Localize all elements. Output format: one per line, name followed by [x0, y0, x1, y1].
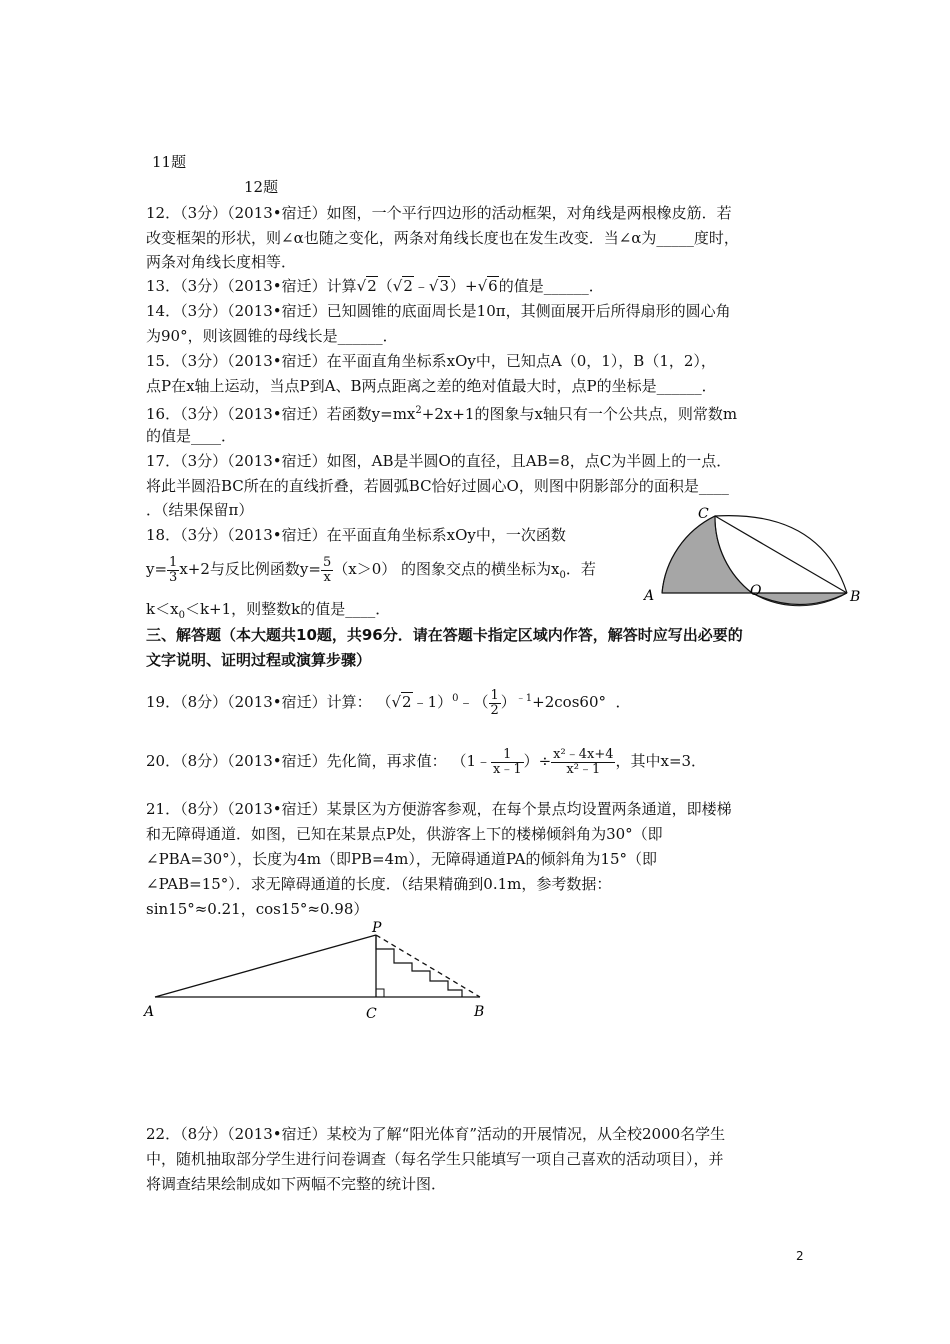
q20-frac1-den: x﹣1	[492, 761, 522, 777]
q13-open: （	[377, 277, 393, 295]
q14-line1: 14．（3分）（2013•宿迁）已知圆锥的底面周长是10π，其侧面展开后所得扇形的圆心角	[146, 302, 731, 320]
q18-l3-post: ＜k+1，则整数k的值是____．	[184, 600, 391, 618]
q21-line1: 21．（8分）（2013•宿迁）某景区为方便游客参观，在每个景点均设置两条通道，即楼梯	[146, 800, 732, 818]
q22-line1: 22．（8分）（2013•宿迁）某校为了解“阳光体育”活动的开展情况，从全校2000名学生	[146, 1125, 726, 1143]
q18-frac2	[321, 556, 333, 585]
q19-frac	[489, 689, 501, 718]
q13-r6: 6	[488, 277, 498, 295]
q21-label-c: C	[366, 1006, 377, 1022]
q19-exp0: 0	[452, 693, 459, 704]
q21-line2: 和无障碍通道．如图，已知在某景点P处，供游客上下的楼梯倾斜角为30°（即	[146, 825, 663, 843]
q18-frac1	[167, 556, 179, 585]
q21-figure	[140, 918, 490, 1022]
q22-line3: 将调查结果绘制成如下两幅不完整的统计图．	[146, 1175, 447, 1193]
q19-a: （	[376, 693, 392, 711]
q20-line	[146, 744, 706, 778]
q17-label-c: C	[698, 506, 709, 522]
sqrt-icon: √	[356, 277, 367, 295]
q17-label-a: A	[644, 588, 655, 604]
q19-r2: 2	[402, 693, 412, 711]
q18-end-pre: 的图象交点的横坐标为x	[401, 560, 560, 578]
q19-end: ．	[615, 693, 631, 711]
q18-f2-post: （x＞0）	[333, 560, 397, 578]
q13-close: ）+	[450, 277, 478, 295]
q13-r2: 2	[367, 277, 377, 295]
q20-pre: 20．（8分）（2013•宿迁）先化简，再求值：	[146, 752, 447, 770]
q16-sup: 2	[415, 405, 422, 416]
q14-line2: 为90°，则该圆锥的母线长是______．	[146, 327, 398, 345]
q19-pre: 19．（8分）（2013•宿迁）计算：	[146, 693, 372, 711]
q18-mid: 与反比例函数	[209, 560, 300, 578]
q18-frac2-den: x	[323, 569, 331, 585]
q17-label-b: B	[850, 589, 861, 605]
q13-minus: ﹣	[413, 277, 429, 295]
q20-b: ）÷	[523, 752, 552, 770]
q20-frac1	[491, 748, 524, 777]
q18-end-post: ．若	[565, 560, 596, 578]
q20-frac2	[551, 748, 615, 777]
q18-f1-post: x+2	[179, 560, 210, 578]
q18-end-sub: 0	[559, 570, 566, 581]
section3-heading-line1: 三、解答题（本大题共10题，共96分．请在答题卡指定区域内作答，解答时应写出必要的	[146, 626, 743, 644]
q17-line2: 将此半圆沿BC所在的直线折叠，若圆弧BC恰好过圆心O，则图中阴影部分的面积是____	[146, 477, 729, 495]
q17-label-o: O	[750, 583, 762, 599]
q17-line3: ．（结果保留π）	[146, 501, 254, 519]
q20-frac2-den: x²﹣1	[566, 761, 601, 777]
q21-ramp-pa	[155, 935, 376, 997]
q13-r3: 3	[439, 277, 450, 295]
q18-frac1-num: 1	[169, 554, 178, 570]
q13-post: 的值是______．	[498, 277, 604, 295]
fig12-caption: 12题	[244, 178, 279, 196]
q17-shaded-region	[662, 516, 752, 593]
sqrt-icon: √	[392, 277, 403, 295]
q20-post: ，其中x=3．	[615, 752, 707, 770]
q16-pre: 16．（3分）（2013•宿迁）若函数y=mx	[146, 405, 416, 423]
sqrt-icon: √	[391, 693, 402, 711]
sqrt-icon: √	[428, 277, 439, 295]
q19-line	[146, 684, 631, 718]
q17-line1: 17．（3分）（2013•宿迁）如图，AB是半圆O的直径，且AB=8，点C为半圆上的一点．	[146, 452, 732, 470]
q18-line2	[146, 554, 596, 591]
fig11-caption: 11题	[152, 153, 187, 171]
q19-e: +2cos60°	[532, 693, 606, 711]
q13-line	[146, 276, 604, 296]
q19-expm1: ﹣1	[515, 693, 533, 704]
q13-r2b: 2	[403, 277, 413, 295]
q15-line2: 点P在x轴上运动，当点P到A、B两点距离之差的绝对值最大时，点P的坐标是______．	[146, 377, 717, 395]
q19-frac-den: 2	[490, 702, 499, 718]
q18-f1-pre: y=	[146, 560, 168, 578]
q20-frac2-num: x²﹣4x+4	[553, 746, 614, 762]
q21-label-b: B	[474, 1004, 485, 1020]
q16-post: +2x+1的图象与x轴只有一个公共点，则常数m	[421, 405, 738, 423]
q16-line1	[146, 401, 737, 424]
q21-label-p: P	[372, 920, 382, 936]
q21-line4: ∠PAB=15°）．求无障碍通道的长度．（结果精确到0.1m，参考数据：	[146, 875, 612, 893]
q12-line1: 12．（3分）（2013•宿迁）如图，一个平行四边形的活动框架，对角线是两根橡皮筋．若	[146, 204, 732, 222]
q18-l3-sub: 0	[178, 610, 185, 621]
q17-figure	[640, 504, 870, 610]
q21-right-angle-mark	[376, 989, 384, 997]
q19-d: ）	[500, 693, 516, 711]
page-number: 2	[796, 1249, 804, 1263]
q18-f2-pre: y=	[299, 560, 321, 578]
q21-label-a: A	[144, 1004, 155, 1020]
q18-line3	[146, 599, 390, 626]
q18-frac1-den: 3	[169, 569, 178, 585]
q18-line1: 18．（3分）（2013•宿迁）在平面直角坐标系xOy中，一次函数	[146, 526, 566, 544]
q20-a: （1﹣	[451, 752, 491, 770]
section3-heading-line2: 文字说明、证明过程或演算步骤）	[146, 651, 372, 669]
q18-frac2-num: 5	[322, 554, 332, 570]
q15-line1: 15．（3分）（2013•宿迁）在平面直角坐标系xOy中，已知点A（0，1），B（1，2），	[146, 352, 716, 370]
q19-c: ﹣（	[458, 693, 489, 711]
q18-l3-pre: k＜x	[146, 600, 179, 618]
q12-line3: 两条对角线长度相等．	[146, 253, 297, 271]
q21-stair-pb	[376, 935, 480, 997]
q19-frac-num: 1	[490, 687, 499, 703]
q21-line5: sin15°≈0.21，cos15°≈0.98）	[146, 900, 369, 918]
q22-line2: 中，随机抽取部分学生进行问卷调查（每名学生只能填写一项自己喜欢的活动项目），并	[146, 1150, 724, 1168]
sqrt-icon: √	[477, 277, 488, 295]
q20-frac1-num: 1	[491, 748, 524, 763]
q21-line3: ∠PBA=30°），长度为4m（即PB=4m），无障碍通道PA的倾斜角为15°（即	[146, 850, 658, 868]
q12-line2: 改变框架的形状，则∠α也随之变化，两条对角线长度也在发生改变．当∠α为_____度时，	[146, 229, 739, 247]
q21-stair-steps	[376, 935, 462, 997]
q13-pre: 13．（3分）（2013•宿迁）计算	[146, 277, 357, 295]
q19-b: ﹣1）	[412, 693, 453, 711]
q16-line2: 的值是____．	[146, 427, 237, 445]
